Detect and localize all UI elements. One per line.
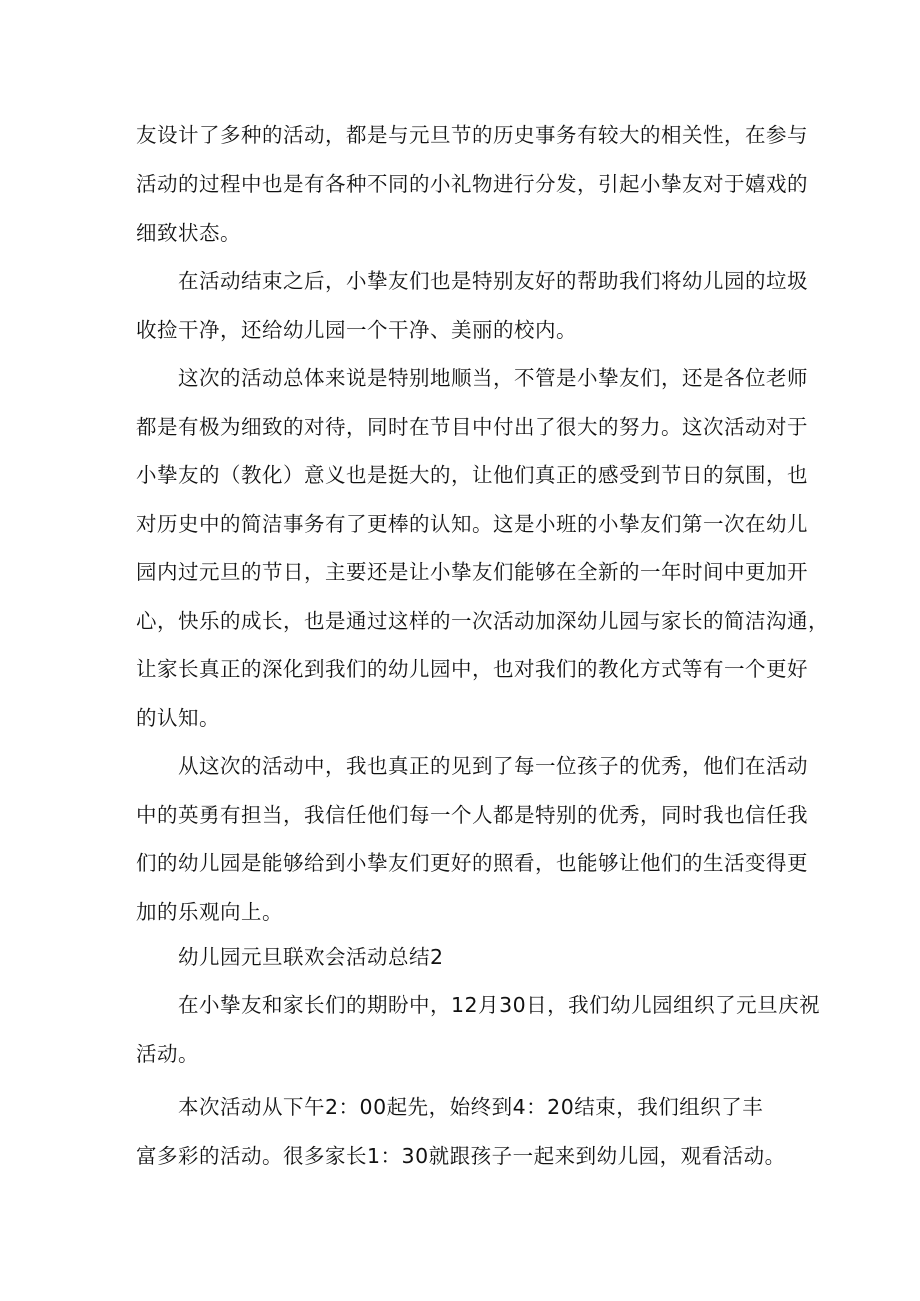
paragraph-first-line: 在活动结束之后，小挚友们也是特别友好的帮助我们将幼儿园的垃圾 bbox=[178, 269, 808, 293]
text-line: 小挚友的（教化）意义也是挺大的，让他们真正的感受到节日的氛围，也 bbox=[136, 463, 808, 487]
paragraph-first-line: 这次的活动总体来说是特别地顺当，不管是小挚友们，还是各位老师 bbox=[178, 366, 808, 390]
text-line: 富多彩的活动。很多家长1：30就跟孩子一起来到幼儿园，观看活动。 bbox=[136, 1144, 786, 1168]
section-heading: 幼儿园元旦联欢会活动总结2 bbox=[178, 945, 444, 969]
text-line: 园内过元旦的节日，主要还是让小挚友们能够在全新的一年时间中更加开 bbox=[136, 560, 808, 584]
text-line: 中的英勇有担当，我信任他们每一个人都是特别的优秀，同时我也信任我 bbox=[136, 803, 808, 827]
text-line: 友设计了多种的活动，都是与元旦节的历史事务有较大的相关性，在参与 bbox=[136, 123, 808, 147]
text-line: 让家长真正的深化到我们的幼儿园中，也对我们的教化方式等有一个更好 bbox=[136, 657, 808, 681]
text-line: 活动的过程中也是有各种不同的小礼物进行分发，引起小挚友对于嬉戏的 bbox=[136, 172, 808, 196]
text-line: 的认知。 bbox=[136, 706, 220, 730]
text-line: 心，快乐的成长，也是通过这样的一次活动加深幼儿园与家长的简洁沟通， bbox=[136, 609, 829, 633]
text-line: 们的幼儿园是能够给到小挚友们更好的照看，也能够让他们的生活变得更 bbox=[136, 851, 808, 875]
text-line: 细致状态。 bbox=[136, 221, 241, 245]
paragraph-first-line: 从这次的活动中，我也真正的见到了每一位孩子的优秀，他们在活动 bbox=[178, 754, 808, 778]
text-line: 都是有极为细致的对待，同时在节目中付出了很大的努力。这次活动对于 bbox=[136, 415, 808, 439]
text-line: 收捡干净，还给幼儿园一个干净、美丽的校内。 bbox=[136, 318, 577, 342]
paragraph-first-line: 本次活动从下午2：00起先，始终到4：20结束，我们组织了丰 bbox=[178, 1095, 764, 1119]
paragraph-first-line: 在小挚友和家长们的期盼中，12月30日，我们幼儿园组织了元旦庆祝 bbox=[178, 993, 821, 1017]
text-line: 活动。 bbox=[136, 1042, 199, 1066]
text-line: 加的乐观向上。 bbox=[136, 900, 283, 924]
text-line: 对历史中的简洁事务有了更棒的认知。这是小班的小挚友们第一次在幼儿 bbox=[136, 512, 808, 536]
